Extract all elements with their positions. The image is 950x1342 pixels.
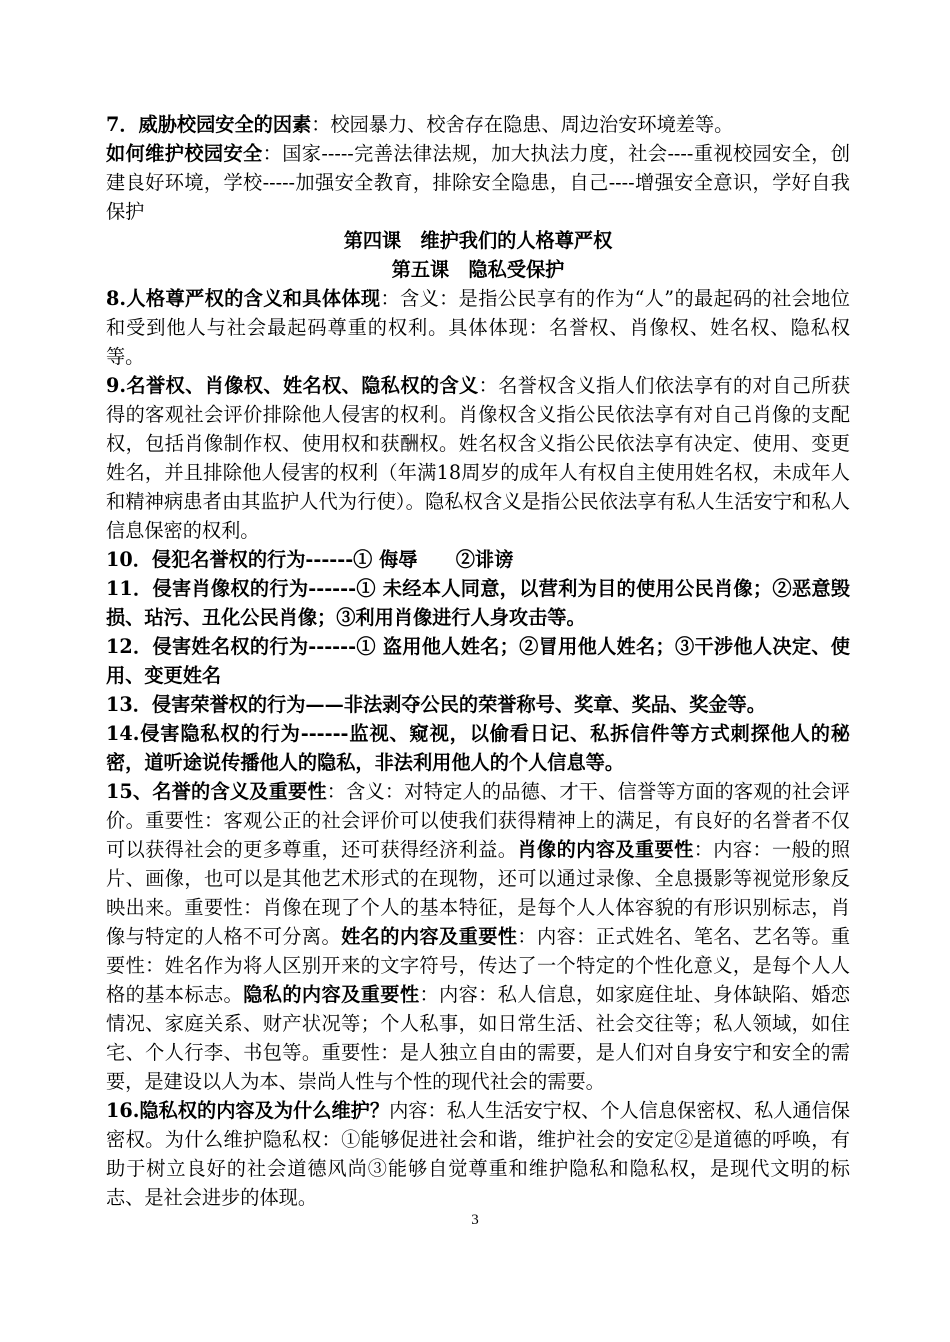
item-9-text: ：名誉权含义指人们依法享有的对自己所获得的客观社会评价排除他人侵害的权利。肖像权含义指公民依法享有对自己肖像的支配权，包括肖像制作权、使用权和获酬权。姓名权含义指公民依法享有决定、使用、变更姓名，并且排除他人侵害的权利（年满18周岁的成年人有权自主使用姓名权，未成年人和精神病患者由其监护人代为行使）。隐私权含义是指公民依法享有私人生活安宁和私人信息保密的权利。: [106, 374, 851, 542]
item-10: 10．侵犯名誉权的行为------① 侮辱 ②诽谤: [106, 548, 514, 571]
item-8: [106, 284, 850, 371]
item-9-heading: 9.名誉权、肖像权、姓名权、隐私权的含义: [106, 374, 479, 397]
item-15-heading-portrait: 肖像的内容及重要性: [517, 838, 694, 861]
item-15-text-privacy: ：内容：私人信息，如家庭住址、身体缺陷、婚恋情况、家庭关系、财产状况等；个人私事，如日常生活、社会交往等；私人领域，如住宅、个人行李、书包等。重要性：是人独立自由的需要，是人们对自身安宁和安全的需要，是建设以人为本、崇尚人性与个性的现代社会的需要。: [106, 983, 851, 1093]
item-16-text: 内容：私人生活安宁权、个人信息保密权、私人通信保密权。为什么维护隐私权：①能够促进社会和谐，维护社会的安定②是道德的呼唤，有助于树立良好的社会道德风尚③能够自觉尊重和维护隐私和隐私权，是现代文明的标志、是社会进步的体现。: [106, 1099, 850, 1209]
item-8-heading: 8.人格尊严权的含义和具体体现: [106, 287, 381, 310]
lesson-5-title: 第五课 隐私受保护: [391, 258, 565, 281]
item-15-text-name: ：内容：正式姓名、笔名、艺名等。重要性：姓名作为将人区别开来的文字符号，传达了一个特定的个性化意义，是每个人人格的基本标志。: [106, 925, 851, 1006]
item-8-text: ：含义：是指公民享有的作为“人”的最起码的社会地位和受到他人与社会最起码尊重的权利。具体体现：名誉权、肖像权、姓名权、隐私权等。: [106, 287, 850, 368]
campus-safety-heading: 如何维护校园安全: [106, 142, 263, 165]
item-16-heading: 16.隐私权的内容及为什么维护？: [106, 1099, 390, 1122]
item-13: 13．侵害荣誉权的行为——非法剥夺公民的荣誉称号、奖章、奖品、奖金等。: [106, 693, 766, 716]
item-7-text: ：校园暴力、校舍存在隐患、周边治安环境差等。: [311, 113, 734, 136]
campus-safety-paragraph: [106, 139, 850, 226]
item-12: 12．侵害姓名权的行为------① 盗用他人姓名；②冒用他人姓名；③干涉他人决定、使用、变更姓名: [106, 635, 850, 687]
item-15-text-portrait: ：内容：一般的照片、画像，也可以是其他艺术形式的在现物，还可以通过录像、全息摄影等视觉形象反映出来。重要性：肖像在现了个人的基本特征，是每个人人体容貌的有形识别标志，肖像与特定的人格不可分离。: [106, 838, 851, 948]
item-7-heading: 7．威胁校园安全的因素: [106, 113, 312, 136]
item-15-heading-privacy: 隐私的内容及重要性: [243, 983, 420, 1006]
item-11: 11．侵害肖像权的行为------① 未经本人同意，以营利为目的使用公民肖像；②恶意毁损、玷污、丑化公民肖像；③利用肖像进行人身攻击等。: [106, 577, 850, 629]
document-body: [106, 110, 850, 1212]
item-15-text-reputation: ：含义：对特定人的品德、才干、信誉等方面的客观的社会评价。重要性：客观公正的社会评价可以使我们获得精神上的满足，有良好的名誉者不仅可以获得社会的更多尊重，还可获得经济利益。: [106, 780, 850, 861]
item-7: [106, 110, 850, 139]
item-14: 14.侵害隐私权的行为------监视、窥视，以偷看日记、私拆信件等方式刺探他人的秘密，道听途说传播他人的隐私，非法利用他人的个人信息等。: [106, 722, 850, 774]
item-15: [106, 777, 850, 1096]
page-number: 3: [471, 1212, 479, 1228]
item-16: [106, 1096, 850, 1212]
lesson-4-title: 第四课 维护我们的人格尊严权: [343, 229, 613, 252]
campus-safety-text: ：国家-----完善法律法规，加大执法力度，社会----重视校园安全，创建良好环境，学校-----加强安全教育，排除安全隐患，自己----增强安全意识，学好自我保护: [106, 142, 851, 223]
item-15-heading-name: 姓名的内容及重要性: [341, 925, 518, 948]
item-15-heading-reputation: 15、名誉的含义及重要性: [106, 780, 327, 803]
item-9: [106, 371, 850, 545]
